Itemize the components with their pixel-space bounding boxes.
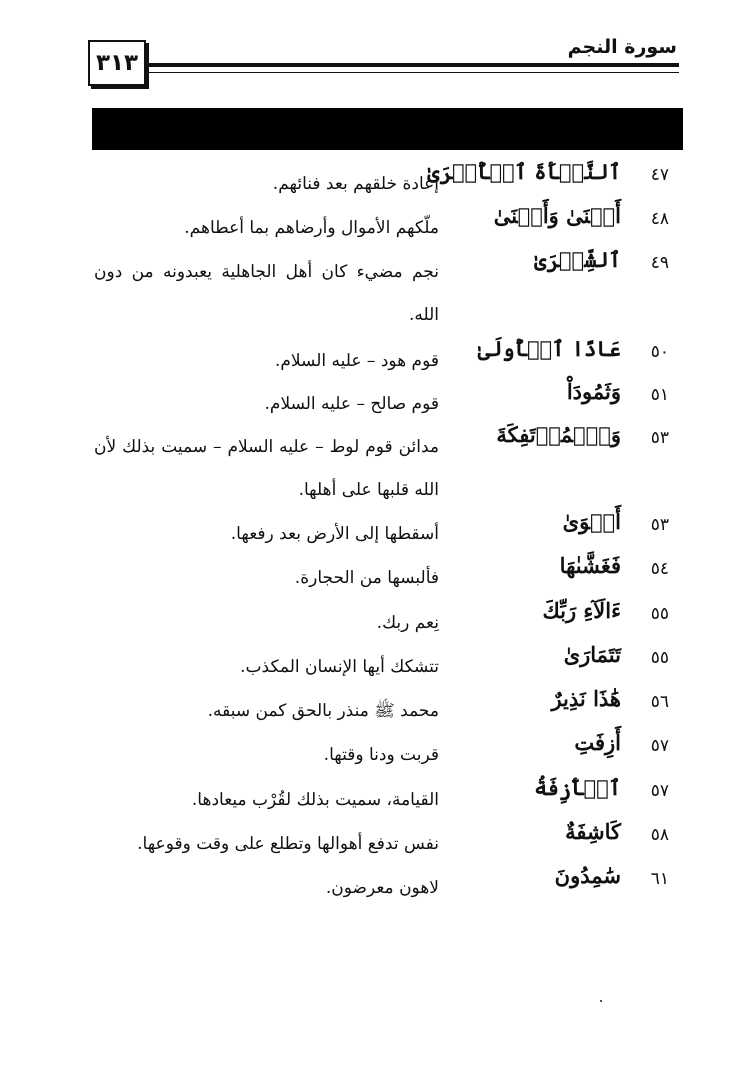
word-meaning: نفس تدفع أهوالها وتطلع على وقت وقوعها. [137, 834, 439, 854]
word-meaning: نجم مضيء كان أهل الجاهلية يعبدونه من دون الله. [94, 262, 439, 325]
verse-number: ٥٥ [650, 604, 669, 624]
verse-number: ٤٨ [650, 209, 669, 229]
verse-number: ٥٥ [650, 648, 669, 668]
word-meaning: لاهون معرضون. [325, 878, 439, 898]
word-meaning: قوم هود – عليه السلام. [274, 351, 439, 371]
quran-word: تَتَمَارَىٰ [563, 642, 621, 667]
verse-number: ٤٧ [650, 165, 669, 185]
word-meaning: فألبسها من الحجارة. [294, 568, 439, 588]
verse-number: ٥١ [650, 385, 669, 405]
quran-word: أَغۡنَىٰ وَأَقۡنَىٰ [493, 203, 621, 228]
quran-word: ٱلۡأٓزِفَةُ [534, 775, 621, 800]
header-rule-thin [148, 72, 679, 73]
quran-word: وَثَمُودَاْ [566, 379, 621, 404]
quran-word: وَٱلۡمُؤۡتَفِكَةَ [496, 422, 621, 447]
word-meaning: نِعم ربك. [376, 613, 439, 633]
verse-number: ٥٧ [650, 736, 669, 756]
quran-word: أَزِفَتِ [574, 730, 621, 755]
page-number: ٣١٣ [88, 40, 146, 86]
section-header-band [92, 108, 683, 150]
word-meaning: مدائن قوم لوط – عليه السلام – سميت بذلك لأن الله قلبها على أهلها. [94, 437, 439, 500]
word-meaning: قربت ودنا وقتها. [323, 745, 439, 765]
verse-number: ٥٦ [650, 692, 669, 712]
quran-word: كَاشِفَةٌ [565, 819, 621, 844]
surah-title: سورة النجم [567, 36, 677, 58]
header-rule-thick [148, 63, 679, 67]
word-meaning: قوم صالح – عليه السلام. [264, 394, 439, 414]
verse-number: ٥٨ [650, 825, 669, 845]
verse-number: ٥٠ [650, 342, 669, 362]
word-meaning: إعادة خلقهم بعد فنائهم. [272, 174, 439, 194]
word-meaning: محمد ﷺ منذر بالحق كمن سبقه. [207, 701, 439, 721]
quran-word: ءَالَآءِ رَبِّكَ [542, 598, 621, 623]
quran-word: أَهۡوَىٰ [562, 509, 621, 534]
quran-word: ٱلنَّشۡأَةَ ٱلۡأُخۡرَىٰ [427, 159, 621, 184]
verse-number: ٥٤ [650, 559, 669, 579]
verse-number: ٤٩ [650, 253, 669, 273]
word-meaning: القيامة، سميت بذلك لقُرْب ميعادها. [191, 790, 439, 810]
word-meaning: ملّكهم الأموال وأرضاهم بما أعطاهم. [184, 218, 439, 238]
verse-number: ٦١ [650, 869, 669, 889]
quran-word: سَٰمِدُونَ [554, 863, 621, 888]
verse-number: ٥٣ [650, 428, 669, 448]
quran-word: ٱلشِّعۡرَىٰ [534, 247, 621, 272]
verse-number: ٥٧ [650, 781, 669, 801]
verse-number: ٥٣ [650, 515, 669, 535]
quran-word: عَادًا ٱلۡأُولَىٰ [477, 336, 621, 361]
word-meaning: أسقطها إلى الأرض بعد رفعها. [230, 524, 439, 544]
page-speck [600, 1000, 602, 1002]
quran-word: فَغَشَّىٰهَا [559, 553, 621, 578]
word-meaning: تتشكك أيها الإنسان المكذب. [240, 657, 439, 677]
quran-word: هَٰذَا نَذِيرٌ [551, 686, 621, 711]
